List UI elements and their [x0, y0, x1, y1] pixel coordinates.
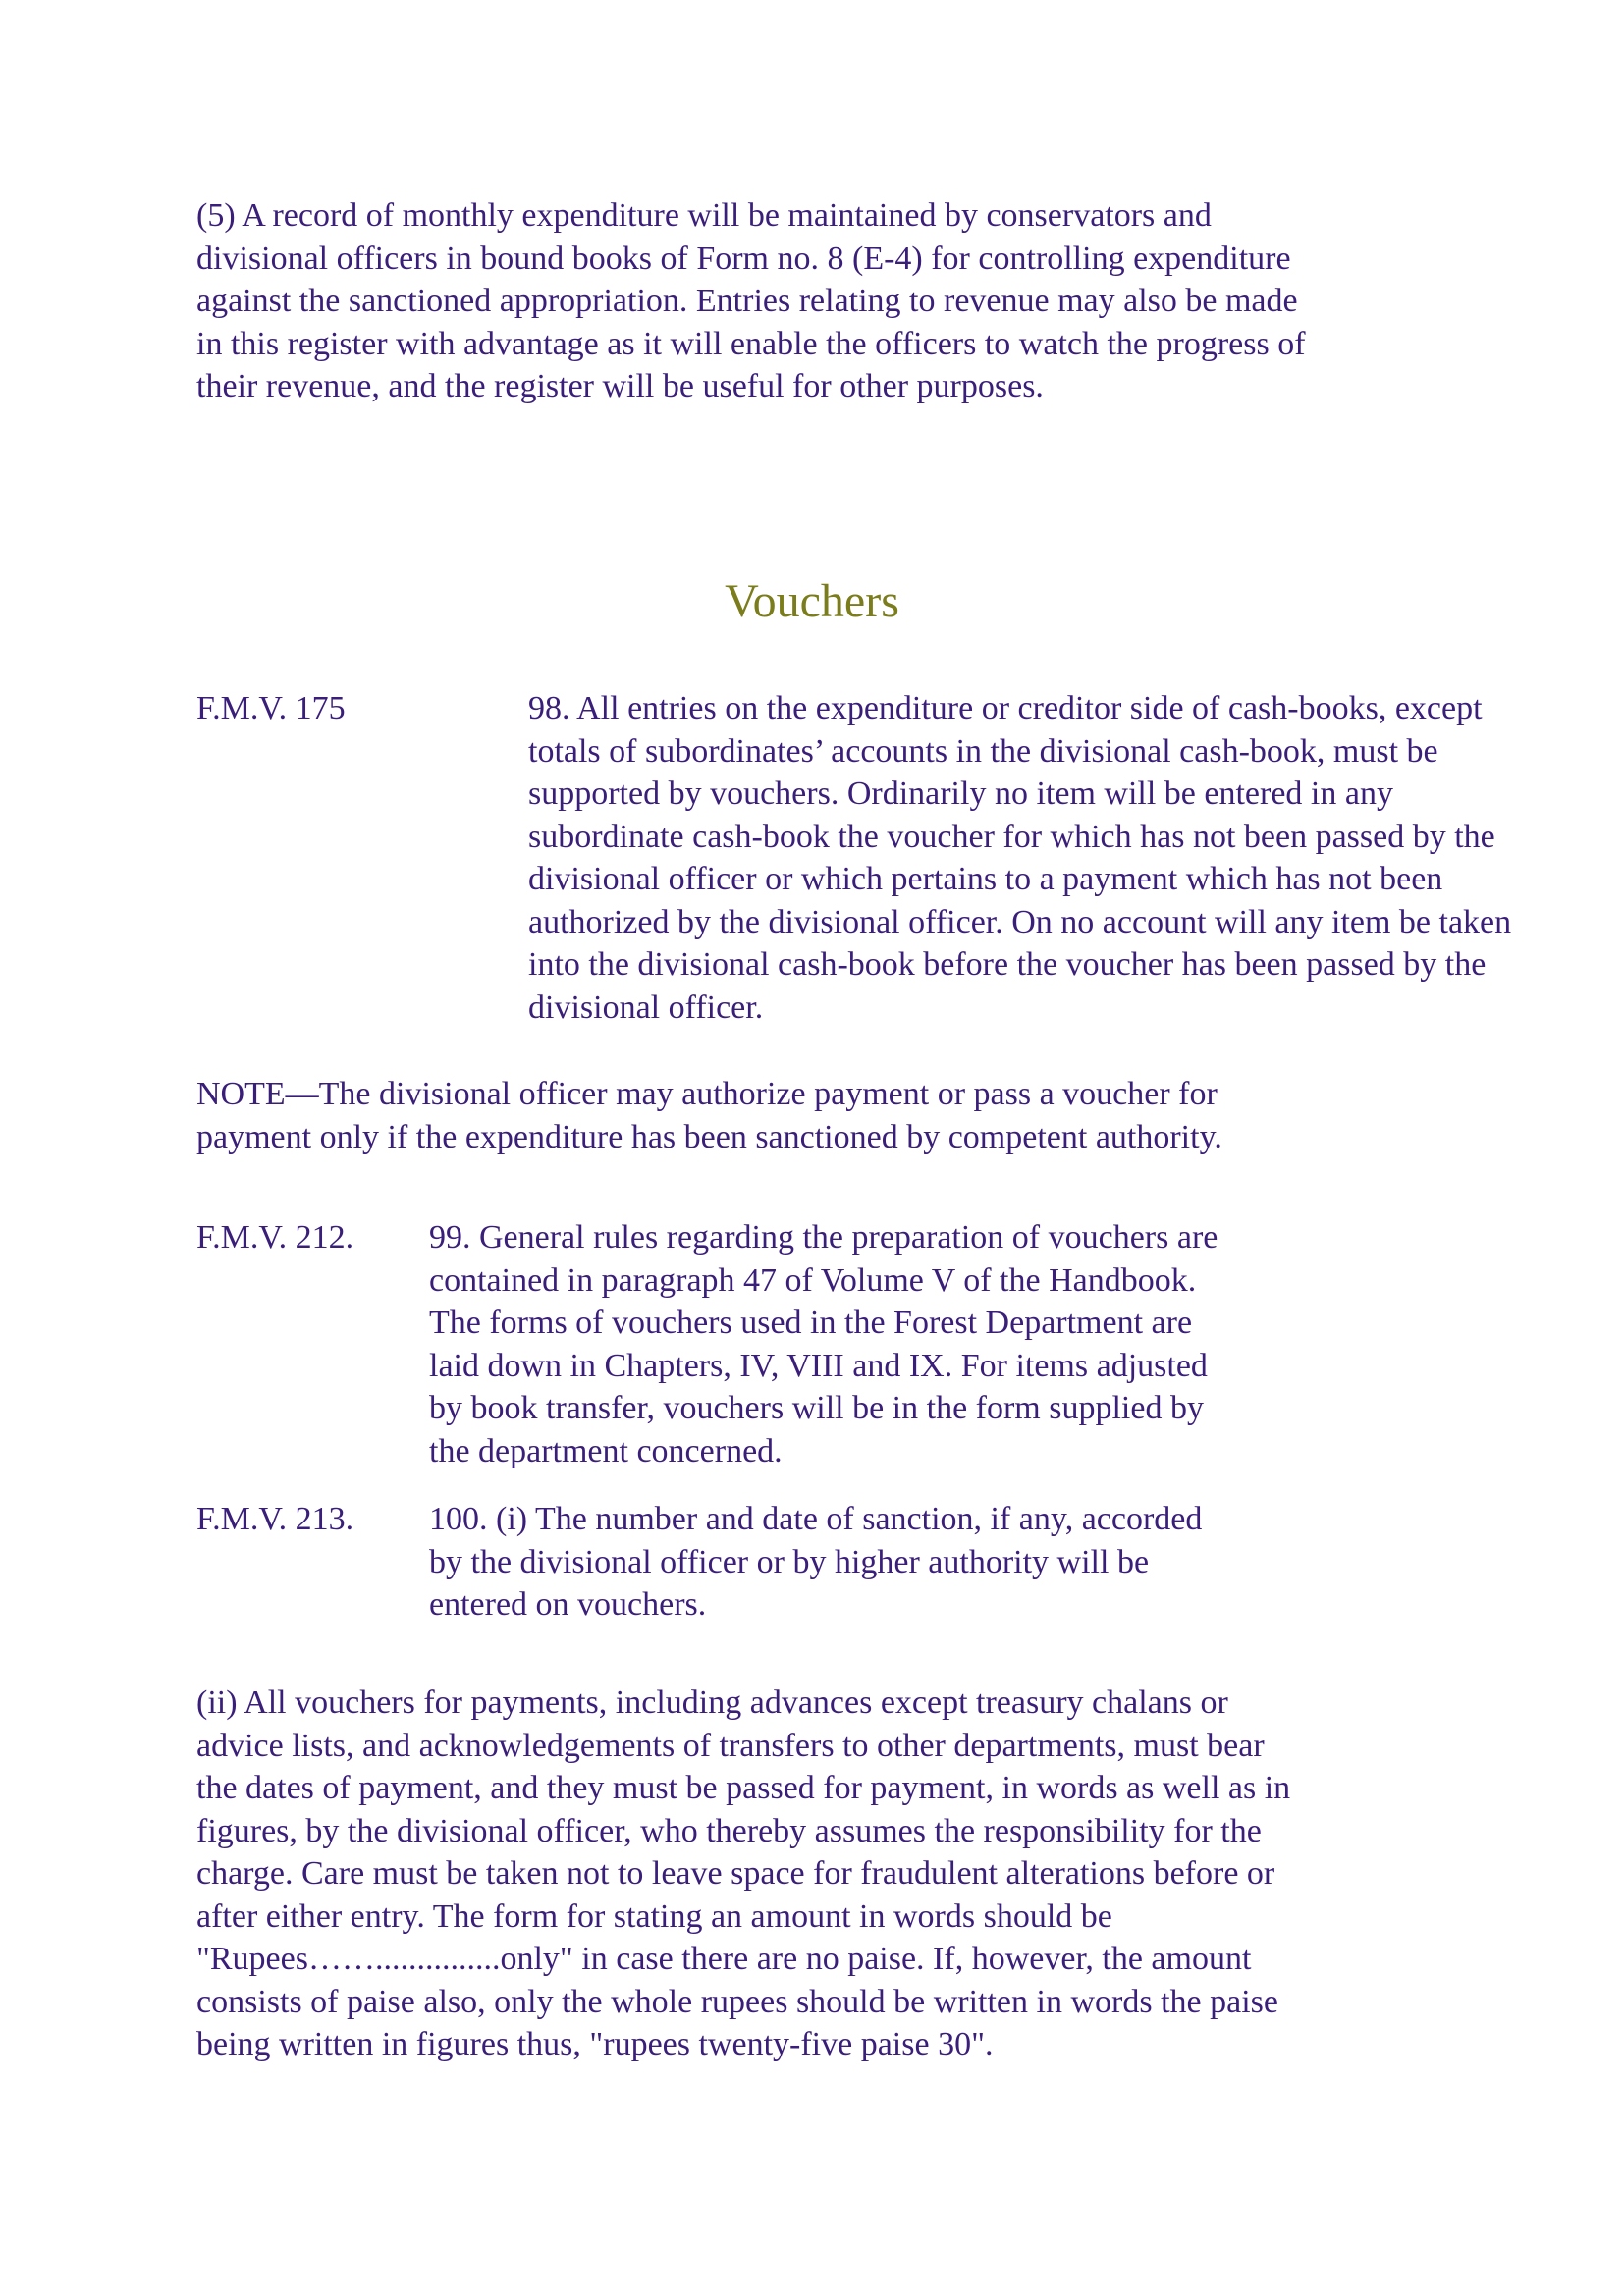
rule-98-text: 98. All entries on the expenditure or creditor side of cash-books, except totals of subordinates’ accounts in the divisional cash-book, must be supported by vouchers. Ordinarily no item will be entered in any subordinate cash-book the voucher for which has not been passed by the divisional officer or which pertains to a payment which has not been authorized by the divisional officer. On no account will any item be taken into the divisional cash-book before the voucher has been passed by the divisional officer.: [528, 690, 1512, 1026]
rule-100-reference: F.M.V. 213.: [196, 1501, 354, 1537]
rule-99-reference: F.M.V. 212.: [196, 1219, 354, 1255]
paragraph-5: (5) A record of monthly expenditure will be maintained by conservators and divisional officers in bound books of Form no. 8 (E-4) for controlling expenditure against the sanctioned appropriation. Entries relating to revenue may also be made in this register with advantage as it will enable the officers to watch the progress of their revenue, and the register will be useful for other purposes.: [196, 197, 1306, 404]
rule-100-i-text: 100. (i) The number and date of sanction, if any, accorded by the divisional officer or by higher authority will be entered on vouchers.: [429, 1501, 1203, 1623]
rule-99-text: 99. General rules regarding the preparation of vouchers are contained in paragraph 47 of Volume V of the Handbook. The forms of vouchers used in the Forest Department are laid down in Chapters, IV, VIII and IX. For items adjusted by book transfer, vouchers will be in the form supplied by the department concerned.: [429, 1219, 1218, 1469]
rule-98-reference: F.M.V. 175: [196, 690, 346, 726]
note-paragraph: NOTE—The divisional officer may authorize payment or pass a voucher for payment only if the expenditure has been sanctioned by competent authority.: [196, 1076, 1222, 1155]
section-heading: Vouchers: [725, 575, 899, 627]
rule-100-ii-text: (ii) All vouchers for payments, including advances except treasury chalans or advice lists, and acknowledgements of transfers to other departments, must bear the dates of payment, and they must be passed for payment, in words as well as in figures, by the divisional officer, who thereby assumes the responsibility for the charge. Care must be taken not to leave space for fraudulent alterations before or after either entry. The form for stating an amount in words should be "Rupees……...............only" in case there are no paise. If, however, the amount consists of paise also, only the whole rupees should be written in words the paise being written in figures thus, "rupees twenty-five paise 30".: [196, 1684, 1291, 2062]
